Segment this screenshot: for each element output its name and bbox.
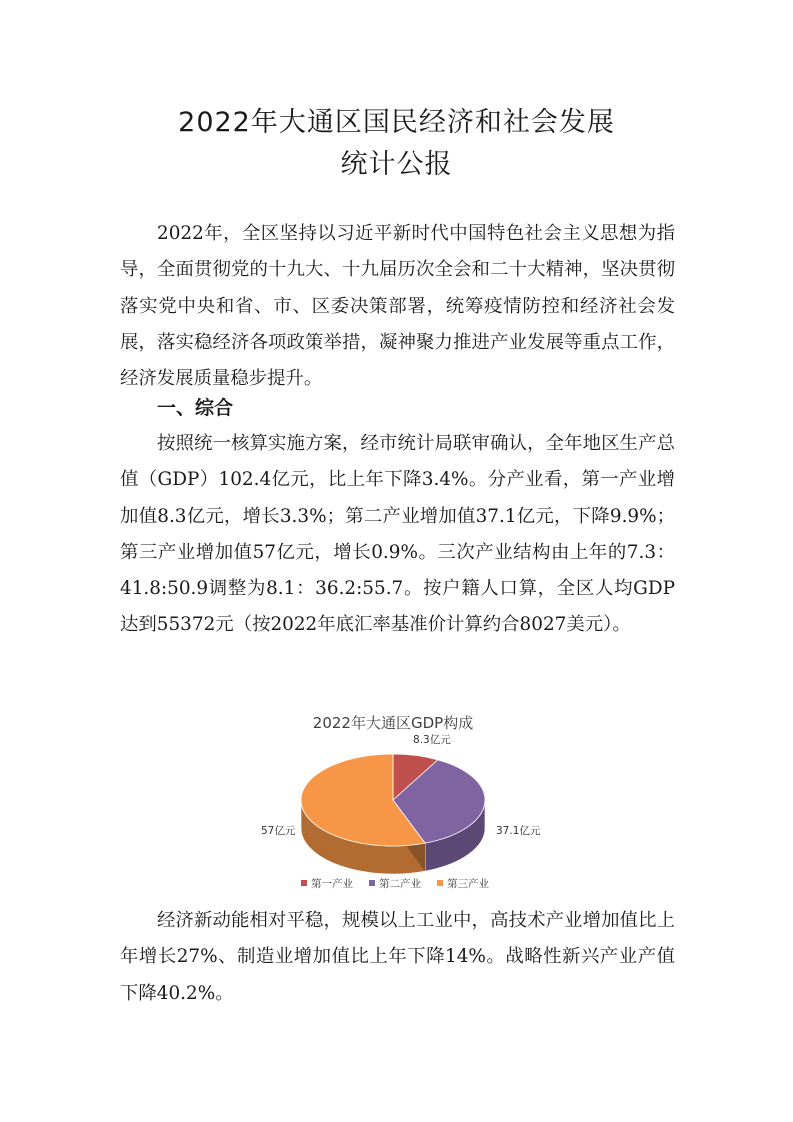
section-heading-overview: 一、综合 bbox=[157, 397, 234, 419]
legend-label-2: 第二产业 bbox=[379, 878, 421, 890]
gdp-pie-chart bbox=[243, 700, 543, 900]
intro-paragraph: 2022年，全区坚持以习近平新时代中国特色社会主义思想为指导，全面贯彻党的十九大、十九届历次全会和二十大精神，坚决贯彻落实党中央和省、市、区委决策部署，统筹疫情防控和经济社会发展，落实稳经济各项政策举措，凝神聚力推进产业发展等重点工作，经济发展质量稳步提升。 bbox=[120, 223, 675, 390]
legend-swatch-3 bbox=[437, 880, 443, 886]
chart-title: 2022年大通区GDP构成 bbox=[312, 714, 474, 732]
legend-swatch-2 bbox=[369, 880, 375, 886]
document-title-line1: 2022年大通区国民经济和社会发展 bbox=[178, 107, 615, 138]
gdp-paragraph: 按照统一核算实施方案，经市统计局联审确认，全年地区生产总值（GDP）102.4亿元，比上年下降3.4%。分产业看，第一产业增加值8.3亿元，增长3.3%；第二产业增加值37.1亿元，下降9.9%；第三产业增加值57亿元，增长0.9%。三次产业结构由上年的7.3：41.8:50.9调整为8.1：36.2:55.7。按户籍人口算，全区人均GDP达到55372元（按2022年底汇率基准价计算约合8027美元）。 bbox=[120, 433, 675, 636]
gdp-pie-svg bbox=[243, 700, 543, 900]
data-label-2: 37.1亿元 bbox=[496, 825, 541, 837]
legend-swatch-1 bbox=[301, 880, 307, 886]
data-label-3: 57亿元 bbox=[261, 825, 296, 837]
document-title-line2: 统计公报 bbox=[340, 149, 453, 180]
legend-label-3: 第三产业 bbox=[447, 878, 489, 890]
industry-paragraph: 经济新动能相对平稳，规模以上工业中，高技术产业增加值比上年增长27%、制造业增加值比上年下降14%。战略性新兴产业产值下降40.2%。 bbox=[120, 910, 675, 1004]
data-label-1: 8.3亿元 bbox=[413, 734, 451, 746]
legend-label-1: 第一产业 bbox=[311, 878, 353, 890]
